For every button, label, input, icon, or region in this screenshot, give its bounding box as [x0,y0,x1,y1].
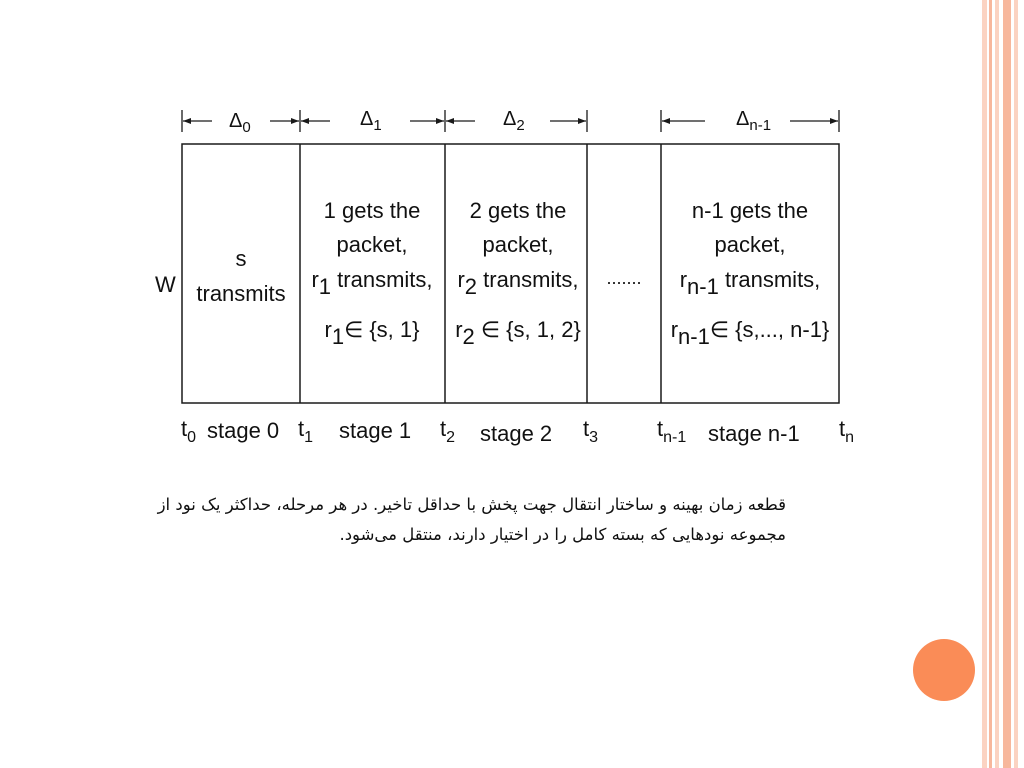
time-t3: $t_3$ [583,416,599,446]
stage-label-1: stage 1 [339,418,412,443]
cell-2-line-4: r2 ∈ {s, 1, 2} [455,317,581,349]
stage-label-2: stage 2 [480,421,553,446]
time-t1: $t_1$ [298,416,314,446]
duration-label-1: $\Delta_1$ [360,108,382,134]
stage-labels [207,418,800,446]
duration-label-0: $\Delta_0$ [229,110,251,136]
cell-1-line-2: packet, [336,232,408,257]
time-tn-1: $t_{n-1}$ [657,416,687,446]
cell-2-line-2: packet, [482,232,554,257]
cell-stage-1 [311,198,432,349]
diagram-caption: قطعه زمان بهینه و ساختار انتقال جهت پخش با حداقل تاخیر. در هر مرحله، حداکثر یک نود از مجموعه نودهایی که بسته کامل را در اختیار دارند، منتقل می‌شود. [157,495,786,544]
stage-label-n-1: stage n-1 [708,421,800,446]
cell-0-line-1: s [235,246,247,271]
decorative-orange-circle [913,639,975,701]
cell-2-line-3: r2 transmits, [457,267,579,299]
cell-n-1-line-4: rn-1∈ {s,..., n-1} [670,317,830,349]
cell-ellipsis: ....... [606,268,642,288]
cell-stage-2 [455,198,581,349]
cell-n-1-line-1: n-1 gets the [691,198,809,223]
time-t2: $t_2$ [440,416,456,446]
row-label-w: W [155,272,176,297]
duration-label-2: $\Delta_2$ [503,108,525,134]
cell-1-line-3: r1 transmits, [311,267,433,299]
duration-label-n-1: $\Delta_{n-1}$ [736,108,772,134]
cell-0-line-2: transmits [196,281,286,306]
cell-1-line-4: r1∈ {s, 1} [324,317,420,349]
cell-stage-n-1 [671,198,830,349]
time-tn: $t_n$ [839,416,855,446]
stage-label-0: stage 0 [207,418,280,443]
cell-1-line-1: 1 gets the [323,198,421,223]
cell-n-1-line-2: packet, [714,232,786,257]
time-t0: $t_0$ [181,416,197,446]
cell-2-line-1: 2 gets the [469,198,567,223]
cell-stage-0 [196,246,285,306]
cell-n-1-line-3: rn-1 transmits, [679,267,821,299]
